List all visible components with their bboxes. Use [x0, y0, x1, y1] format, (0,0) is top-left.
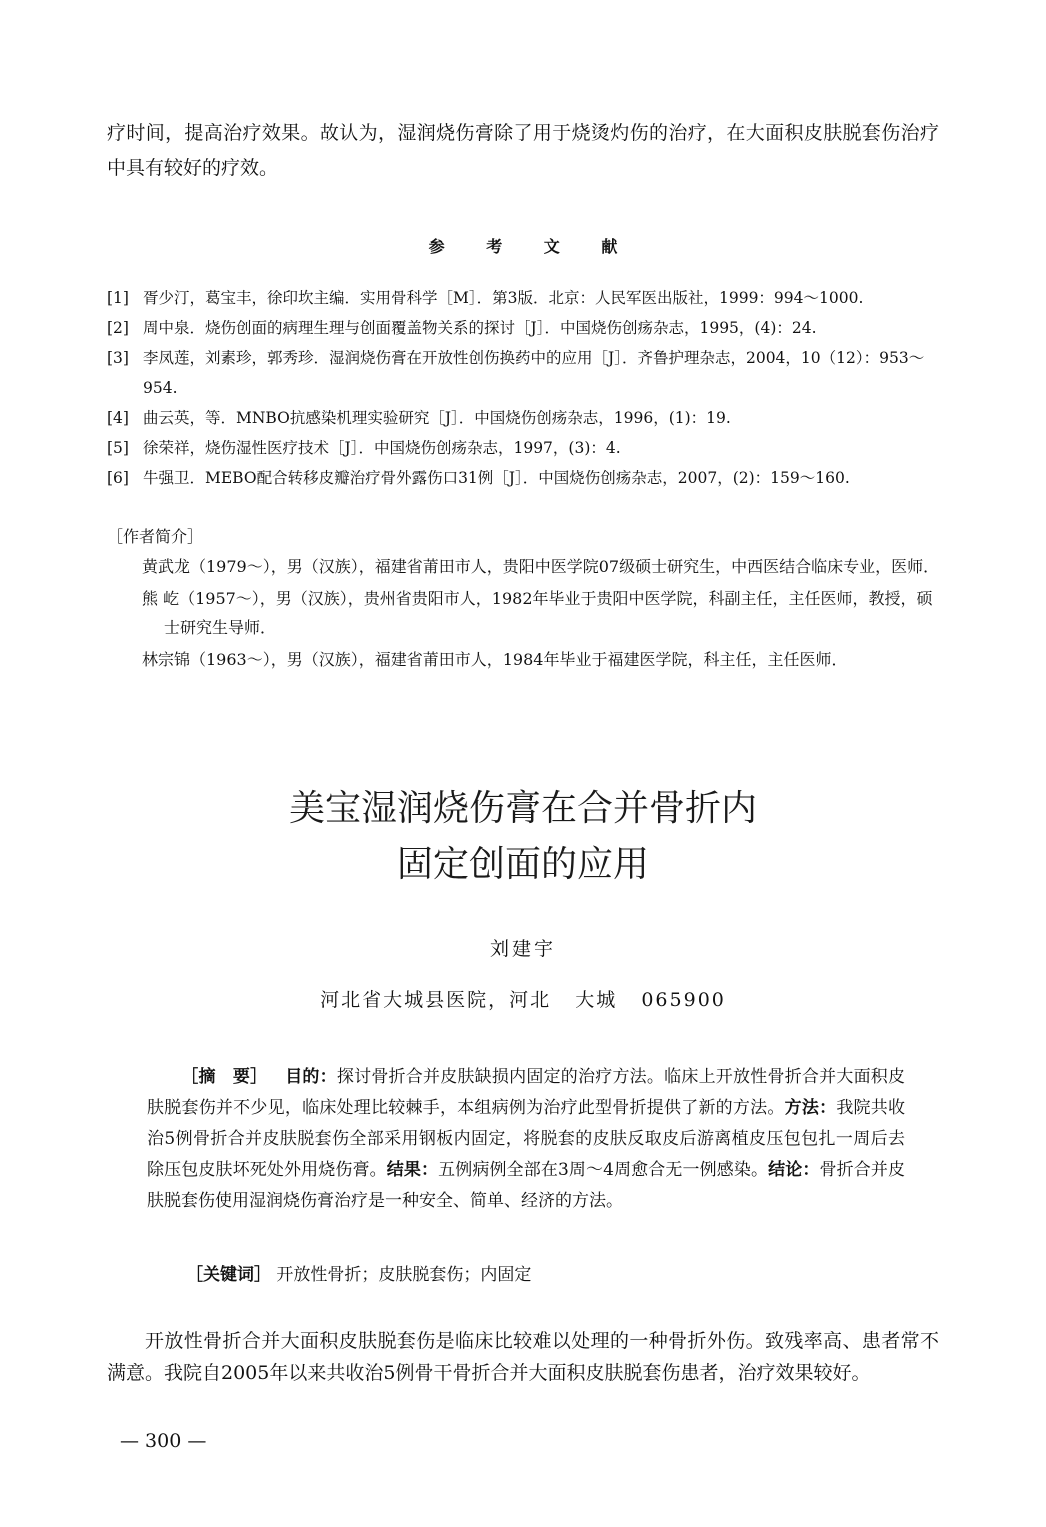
reference-item — [107, 463, 943, 493]
reference-number: [6] — [107, 469, 129, 487]
references-heading: 参 考 文 献 — [428, 237, 636, 256]
intro-text: 开放性骨折合并大面积皮肤脱套伤是临床比较难以处理的一种骨折外伤。致残率高、患者常不满意。我院自2005年以来共收治5例骨干骨折合并大面积皮肤脱套伤患者，治疗效果较好。 — [107, 1330, 939, 1384]
reference-number: [2] — [107, 319, 129, 337]
article-author: 刘建宇 — [489, 938, 556, 960]
reference-text: 曲云英，等．MNBO抗感染机理实验研究［J］．中国烧伤创疡杂志，1996，(1)：19. — [143, 409, 731, 427]
reference-text: 牛强卫．MEBO配合转移皮瓣治疗骨外露伤口31例［J］．中国烧伤创疡杂志，2007，(2)：159～160. — [143, 469, 850, 487]
keywords-text: 开放性骨折；皮肤脱套伤；内固定 — [276, 1265, 532, 1285]
reference-text: 徐荣祥，烧伤湿性医疗技术［J］．中国烧伤创疡杂志，1997，(3)：4. — [143, 439, 621, 457]
conclusion-text: 骨折合并皮肤脱套伤使用湿润烧伤膏治疗是一种安全、简单、经济的方法。 — [147, 1160, 906, 1211]
author-bio: 林宗锦（1963～），男（汉族），福建省莆田市人，1984年毕业于福建医学院，科主任，主任医师． — [142, 650, 848, 669]
conclusion-label: 结论： — [768, 1160, 820, 1180]
reference-text: 周中泉．烧伤创面的病理生理与创面覆盖物关系的探讨［J］．中国烧伤创疡杂志，1995，(4)：24. — [143, 319, 817, 337]
author-bios — [142, 552, 942, 677]
results-label: 结果： — [386, 1160, 439, 1180]
abstract-label: ［摘 要］ — [181, 1067, 268, 1087]
author-bio: 黄武龙（1979～），男（汉族），福建省莆田市人，贵阳中医学院07级硕士研究生，中西医结合临床专业，医师． — [142, 557, 940, 576]
reference-text: 胥少汀，葛宝丰，徐印坎主编．实用骨科学［M］．第3版．北京：人民军医出版社，1999：994～1000. — [143, 289, 864, 307]
reference-text: 李凤莲，刘素珍，郭秀珍．湿润烧伤膏在开放性创伤换药中的应用［J］．齐鲁护理杂志，2004，10（12）：953～954. — [143, 349, 925, 397]
reference-number: [3] — [107, 349, 129, 367]
methods-label: 方法： — [784, 1098, 837, 1118]
reference-number: [5] — [107, 439, 129, 457]
author-bio: 熊 屹（1957～），男（汉族），贵州省贵阳市人，1982年毕业于贵阳中医学院，科副主任，主任医师，教授，硕士研究生导师． — [142, 589, 933, 637]
article-title-line2: 固定创面的应用 — [396, 844, 649, 885]
keywords — [186, 1260, 531, 1285]
reference-item — [107, 283, 943, 313]
objective-text: 探讨骨折合并皮肤缺损内固定的治疗方法。临床上开放性骨折合并大面积皮肤脱套伤并不少见，临床处理比较棘手，本组病例为治疗此型骨折提供了新的方法。 — [147, 1067, 906, 1118]
reference-item — [107, 403, 943, 433]
continued-paragraph — [107, 116, 939, 186]
reference-number: [4] — [107, 409, 129, 427]
article-title-line1: 美宝湿润烧伤膏在合并骨折内 — [288, 788, 757, 829]
intro-paragraph — [107, 1325, 939, 1389]
results-text: 五例病例全部在3周～4周愈合无一例感染。 — [438, 1160, 769, 1180]
reference-item — [107, 433, 943, 463]
article-affiliation: 河北省大城县医院，河北 大城 065900 — [320, 989, 726, 1011]
reference-number: [1] — [107, 289, 129, 307]
reference-item — [107, 343, 943, 403]
keywords-label: ［关键词］ — [186, 1265, 271, 1285]
continued-paragraph-text: 疗时间，提高治疗效果。故认为，湿润烧伤膏除了用于烧烫灼伤的治疗，在大面积皮肤脱套伤治疗中具有较好的疗效。 — [107, 122, 939, 179]
author-intro-heading: ［作者简介］ — [107, 527, 204, 546]
objective-label: 目的： — [284, 1067, 337, 1087]
article-title — [0, 781, 1046, 893]
reference-item — [107, 313, 943, 343]
references-list — [107, 283, 943, 493]
page-number: — 300 — — [120, 1430, 207, 1452]
abstract — [147, 1062, 905, 1217]
methods-text: 我院共收治5例骨折合并皮肤脱套伤全部采用钢板内固定，将脱套的皮肤反取皮后游离植皮压包包扎一周后去除压包皮肤坏死处外用烧伤膏。 — [147, 1098, 906, 1180]
